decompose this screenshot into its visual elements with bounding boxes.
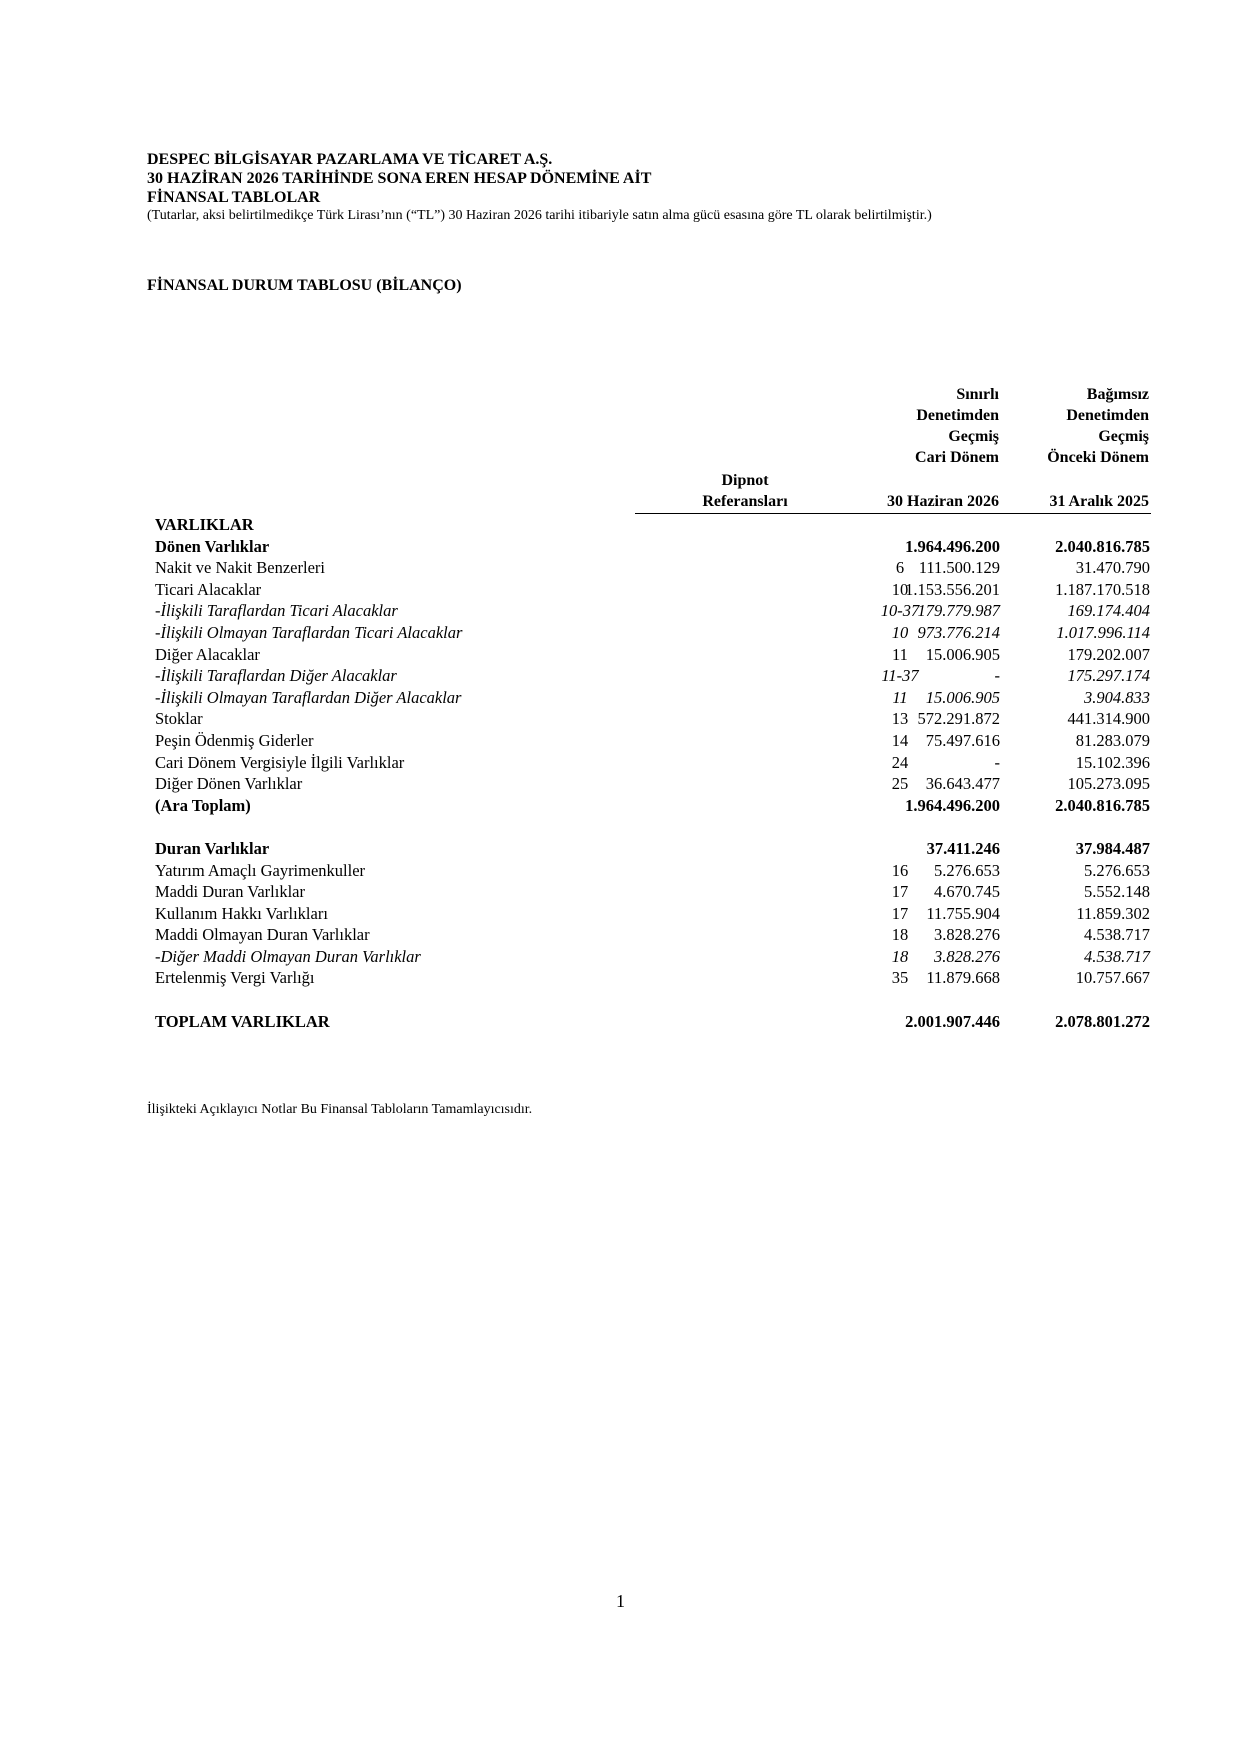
row-current-value: 111.500.129 <box>918 558 1000 578</box>
row-label: -İlişkili Taraflardan Diğer Alacaklar <box>155 666 397 686</box>
row-label: (Ara Toplam) <box>155 795 251 815</box>
table-row <box>155 924 1150 946</box>
row-previous-value: 169.174.404 <box>1067 601 1150 621</box>
currency-note: (Tutarlar, aksi belirtilmedikçe Türk Lirası’nın (“TL”) 30 Haziran 2026 tarihi itibariyle satın alma gücü esasına göre TL olarak belirtilmiştir.) <box>147 208 932 223</box>
row-current-value: 3.828.276 <box>934 925 1000 945</box>
row-note-ref: 11-37 <box>881 666 919 686</box>
row-previous-value: 441.314.900 <box>1067 709 1150 729</box>
row-label: Ertelenmiş Vergi Varlığı <box>155 968 315 988</box>
table-row <box>155 967 1150 989</box>
table-row <box>155 665 1150 687</box>
row-previous-value: 4.538.717 <box>1084 925 1150 945</box>
table-row <box>155 557 1150 579</box>
row-note-ref: 10 <box>891 579 909 599</box>
table-row <box>155 708 1150 730</box>
row-note-ref: 13 <box>891 709 909 729</box>
row-note-ref: 17 <box>891 903 909 923</box>
row-label: -Diğer Maddi Olmayan Duran Varlıklar <box>155 946 421 966</box>
row-previous-value: 4.538.717 <box>1084 946 1150 966</box>
document-header <box>147 150 1147 225</box>
row-current-value: - <box>994 752 1000 772</box>
row-note-ref: 35 <box>891 968 909 988</box>
table-row <box>155 600 1150 622</box>
table-row <box>155 881 1150 903</box>
row-current-value: 75.497.616 <box>925 730 1000 750</box>
row-current-value: 572.291.872 <box>917 709 1000 729</box>
row-current-value: 179.779.987 <box>917 601 1000 621</box>
row-current-value: 15.006.905 <box>925 687 1000 707</box>
row-current-value: 3.828.276 <box>934 946 1000 966</box>
row-current-value: 15.006.905 <box>925 644 1000 664</box>
previous-date-heading: 31 Aralık 2025 <box>1049 493 1149 510</box>
row-current-value: - <box>994 666 1000 686</box>
row-previous-value: 37.984.487 <box>1075 838 1150 858</box>
table-row <box>155 579 1150 601</box>
spacer-row <box>155 989 1150 1011</box>
row-note-ref: 18 <box>891 925 909 945</box>
row-previous-value: 10.757.667 <box>1075 968 1150 988</box>
row-label: VARLIKLAR <box>155 515 254 534</box>
section-title: FİNANSAL DURUM TABLOSU (BİLANÇO) <box>147 277 462 294</box>
row-previous-value: 2.040.816.785 <box>1055 536 1150 556</box>
row-label: Diğer Dönen Varlıklar <box>155 774 303 794</box>
row-label: Maddi Duran Varlıklar <box>155 882 305 902</box>
company-name: DESPEC BİLGİSAYAR PAZARLAMA VE TİCARET A.Ş. <box>147 151 553 168</box>
table-row <box>155 644 1150 666</box>
row-note-ref: 25 <box>891 774 909 794</box>
row-previous-value: 175.297.174 <box>1067 666 1150 686</box>
row-current-value: 4.670.745 <box>934 882 1000 902</box>
row-label: Kullanım Hakkı Varlıkları <box>155 903 328 923</box>
period-title: 30 HAZİRAN 2026 TARİHİNDE SONA EREN HESAP DÖNEMİNE AİT <box>147 170 652 187</box>
document-type: FİNANSAL TABLOLAR <box>147 189 321 206</box>
row-current-value: 37.411.246 <box>926 838 1000 858</box>
table-row <box>155 536 1150 558</box>
row-previous-value: 1.187.170.518 <box>1055 579 1150 599</box>
row-label: Ticari Alacaklar <box>155 579 262 599</box>
table-row <box>155 622 1150 644</box>
row-note-ref: 10 <box>891 622 909 642</box>
row-previous-value: 179.202.007 <box>1067 644 1150 664</box>
row-note-ref: 16 <box>891 860 909 880</box>
row-previous-value: 81.283.079 <box>1075 730 1150 750</box>
row-note-ref: 17 <box>891 882 909 902</box>
table-row <box>155 730 1150 752</box>
note-reference-heading: Dipnot Referansları <box>702 472 788 510</box>
row-note-ref: 18 <box>891 946 909 966</box>
row-previous-value: 31.470.790 <box>1075 558 1150 578</box>
table-row <box>155 838 1150 860</box>
table-row <box>155 903 1150 925</box>
table-row <box>155 860 1150 882</box>
row-label: -İlişkili Olmayan Taraflardan Diğer Alacaklar <box>155 687 462 707</box>
table-row <box>155 946 1150 968</box>
row-current-value: 5.276.653 <box>934 860 1000 880</box>
row-note-ref: 14 <box>891 730 909 750</box>
row-previous-value: 3.904.833 <box>1084 687 1150 707</box>
previous-period-heading: Bağımsız Denetimden Geçmiş Önceki Dönem <box>1047 386 1149 466</box>
table-row <box>155 687 1150 709</box>
row-note-ref: 11 <box>892 644 908 664</box>
row-label: Stoklar <box>155 709 203 729</box>
row-previous-value: 11.859.302 <box>1076 903 1150 923</box>
row-previous-value: 15.102.396 <box>1075 752 1150 772</box>
row-current-value: 11.879.668 <box>926 968 1000 988</box>
current-date-heading: 30 Haziran 2026 <box>887 493 999 510</box>
page-number: 1 <box>616 1591 625 1611</box>
row-label: Peşin Ödenmiş Giderler <box>155 730 314 750</box>
table-row <box>155 752 1150 774</box>
row-current-value: 973.776.214 <box>917 622 1000 642</box>
row-previous-value: 105.273.095 <box>1067 774 1150 794</box>
row-note-ref: 10-37 <box>880 601 920 621</box>
row-previous-value: 1.017.996.114 <box>1056 622 1150 642</box>
row-current-value: 1.153.556.201 <box>905 579 1000 599</box>
row-label: -İlişkili Olmayan Taraflardan Ticari Alacaklar <box>155 622 463 642</box>
row-label: Cari Dönem Vergisiyle İlgili Varlıklar <box>155 752 405 772</box>
row-label: Diğer Alacaklar <box>155 644 260 664</box>
row-label: Yatırım Amaçlı Gayrimenkuller <box>155 860 366 880</box>
row-current-value: 1.964.496.200 <box>905 795 1000 815</box>
table-row <box>155 795 1150 817</box>
row-previous-value: 5.552.148 <box>1084 882 1150 902</box>
row-label: -İlişkili Taraflardan Ticari Alacaklar <box>155 601 398 621</box>
row-previous-value: 2.040.816.785 <box>1055 795 1150 815</box>
row-label: Nakit ve Nakit Benzerleri <box>155 558 325 578</box>
row-label: Dönen Varlıklar <box>155 536 270 556</box>
row-current-value: 1.964.496.200 <box>905 536 1000 556</box>
footer-note: İlişikteki Açıklayıcı Notlar Bu Finansal Tabloların Tamamlayıcısıdır. <box>147 1102 533 1117</box>
row-current-value: 36.643.477 <box>925 774 1000 794</box>
row-note-ref: 11 <box>892 687 908 707</box>
current-period-heading: Sınırlı Denetimden Geçmiş Cari Dönem <box>915 386 999 466</box>
row-label: TOPLAM VARLIKLAR <box>155 1011 330 1031</box>
row-note-ref: 24 <box>891 752 909 772</box>
row-note-ref: 6 <box>895 558 905 578</box>
balance-sheet-table <box>155 514 1150 1032</box>
spacer-row <box>155 816 1150 838</box>
row-current-value: 11.755.904 <box>926 903 1000 923</box>
row-previous-value: 2.078.801.272 <box>1055 1011 1150 1031</box>
row-previous-value: 5.276.653 <box>1084 860 1150 880</box>
table-row <box>155 514 1150 536</box>
table-row <box>155 773 1150 795</box>
row-current-value: 2.001.907.446 <box>905 1011 1000 1031</box>
row-label: Maddi Olmayan Duran Varlıklar <box>155 925 370 945</box>
table-row <box>155 1011 1150 1033</box>
row-label: Duran Varlıklar <box>155 838 270 858</box>
